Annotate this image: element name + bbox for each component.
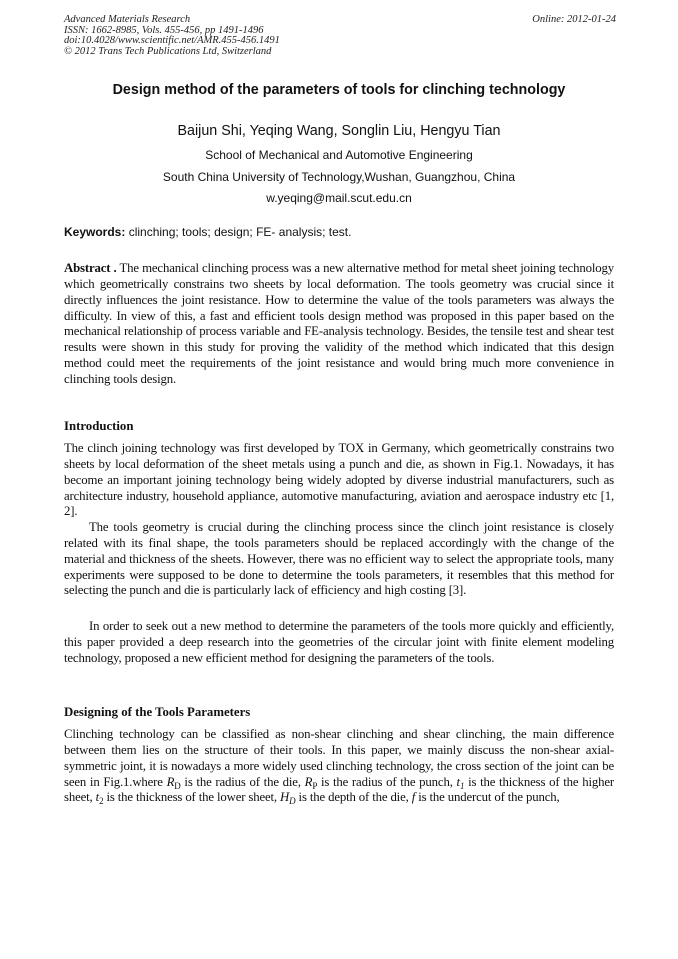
copyright-line: © 2012 Trans Tech Publications Ltd, Switzerland xyxy=(64,45,272,57)
symbol-rp: R xyxy=(304,774,313,789)
contact-email: w.yeqing@mail.scut.edu.cn xyxy=(266,191,412,205)
designing-paragraph: Clinching technology can be classified as non-shear clinching and shear clinching, the main difference between them lies on the structure of their tools. In this paper, we mainly discuss the non-shear axial-symmetric joint, it is nowadays a more widely used clinching technology, the cross section of the joint can be seen in Fig.1.where $R_D$ is the radius of the die, $R_P$ is the radius of the punch, $t_1$ is the thickness of the higher sheet, $t_2$ is the thickness of the lower sheet, $H_D$ is the depth of the die, f is the undercut of the punch, xyxy=(64,727,615,807)
doi-line: doi:10.4028/www.scientific.net/AMR.455-456.1491 xyxy=(64,35,280,47)
symbol-rd: R xyxy=(166,774,175,789)
keywords-text: clinching; tools; design; FE- analysis; test. xyxy=(125,225,352,239)
abstract-label: Abstract . xyxy=(64,261,117,275)
affiliation-school: School of Mechanical and Automotive Engineering xyxy=(205,148,473,162)
symbol-t1: $t_1$ xyxy=(456,774,465,791)
keywords-label: Keywords: xyxy=(64,225,126,239)
section-heading-designing: Designing of the Tools Parameters xyxy=(64,705,251,719)
symbol-f: f xyxy=(411,790,416,805)
paper-title: Design method of the parameters of tools for clinching technology xyxy=(112,82,566,98)
section-heading-introduction: Introduction xyxy=(64,419,134,433)
intro-paragraph-1: The clinch joining technology was first developed by TOX in Germany, which geometrically constrains two sheets by local deformation of the sheet metals using a punch and die, as shown in Fig.1. Nowadays, it has become an important joining technology being widely adopted by diverse industrial manufacturers, such as architecture industry, household appliance, automotive manufacturing, aviation and aerospace industry etc [1, 2]. xyxy=(64,441,614,519)
online-date: Online: 2012-01-24 xyxy=(532,14,616,25)
journal-header xyxy=(64,15,616,57)
intro-paragraph-2: The tools geometry is crucial during the clinching process since the clinch joint resistance is closely related with its final shape, the tools parameters should be replaced accordingly with the change of the material and thickness of the sheets. However, there was no efficient way to select the appropriate tools, many experiments were supposed to be done to determine the tools parameters, it resembles that this method for selecting the punch and die is particularly lack of efficiency and high costing [3]. xyxy=(64,520,614,598)
abstract xyxy=(64,261,614,388)
abstract-text: The mechanical clinching process was a new alternative method for metal sheet joining technology which geometrically constrains two sheets by local deformation. The tools geometry was crucial since it directly influences the joint resistance. How to determine the value of the tools parameters was always the difficulty. In view of this, a fast and efficient tools design method was proposed in this paper based on the mechanical relationship of process variable and FE-analysis technology. Besides, the tensile test and shear test results were shown in this study for proving the validity of the method which indicated that this design method could meet the requirements of the joint resistance and would bring much more convenience in clinching tools design. xyxy=(64,261,614,386)
keywords xyxy=(64,225,616,239)
intro-paragraph-3: In order to seek out a new method to determine the parameters of the tools more quickly and efficiently, this paper provided a deep research into the geometries of the circular joint with finite element modeling technology, proposed a new efficient method for designing the parameters of the tools. xyxy=(64,619,614,665)
journal-name: Advanced Materials Research xyxy=(64,14,191,25)
author-list: Baijun Shi, Yeqing Wang, Songlin Liu, Hengyu Tian xyxy=(177,123,501,139)
symbol-t2: t xyxy=(95,790,100,805)
affiliation-university: South China University of Technology,Wushan, Guangzhou, China xyxy=(162,170,516,184)
symbol-hd: $H_D$ xyxy=(280,790,296,807)
issn-line: ISSN: 1662-8985, Vols. 455-456, pp 1491-1496 xyxy=(64,24,264,36)
